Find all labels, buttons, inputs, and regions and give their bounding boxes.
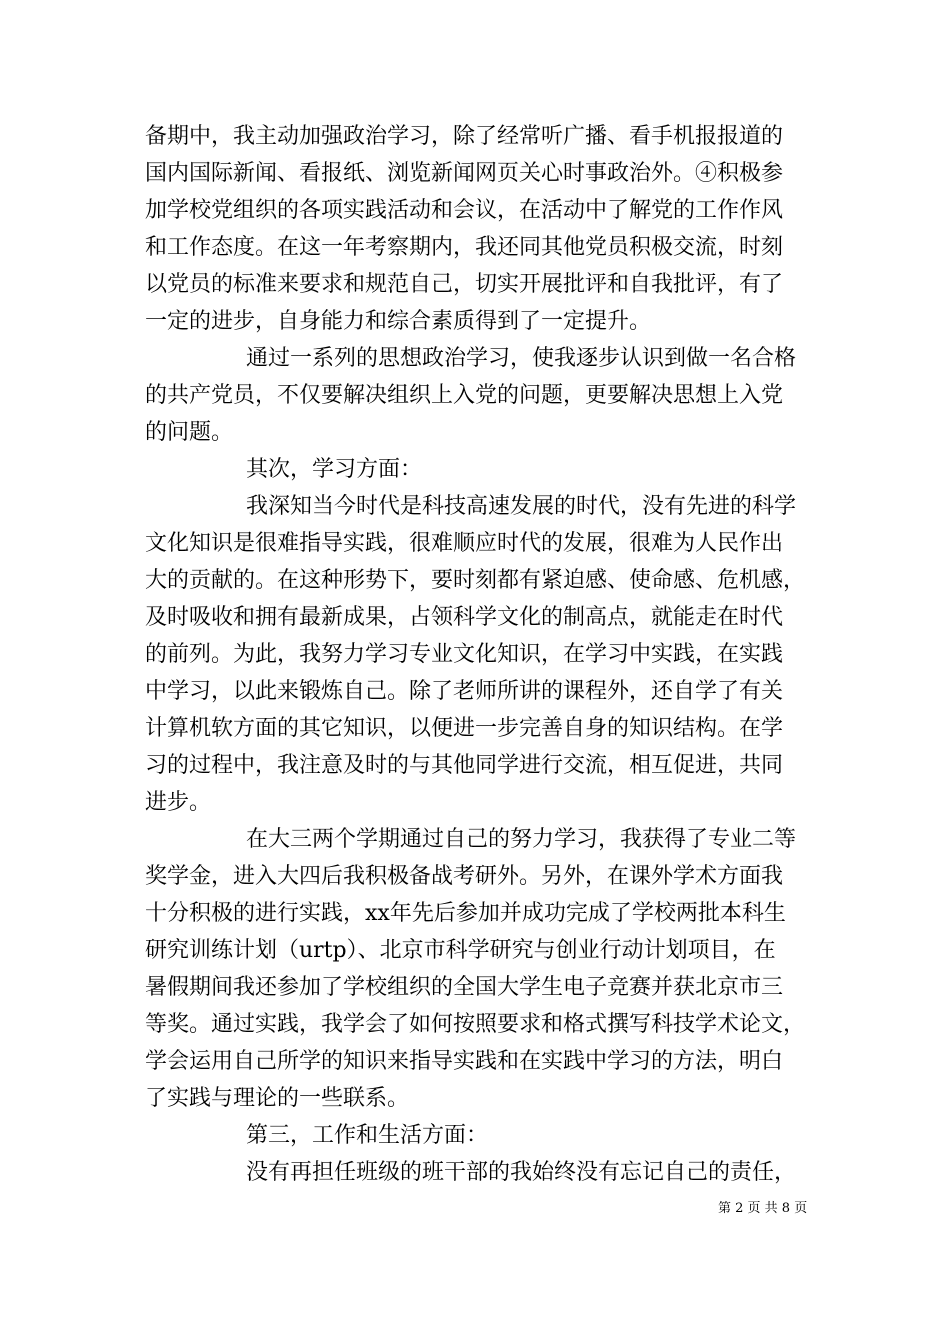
- text-line: 中学习，以此来锻炼自己。除了老师所讲的课程外，还自学了有关: [145, 679, 784, 704]
- text-line: 其次，学习方面：: [246, 457, 423, 482]
- text-line: 在大三两个学期通过自己的努力学习，我获得了专业二等: [246, 827, 797, 852]
- text-line: 第三，工作和生活方面：: [246, 1123, 489, 1148]
- text-line: 以党员的标准来要求和规范自己，切实开展批评和自我批评，有了: [145, 272, 784, 297]
- text-line: 计算机软方面的其它知识，以便进一步完善自身的知识结构。在学: [145, 716, 784, 741]
- text-line: 一定的进步，自身能力和综合素质得到了一定提升。: [145, 309, 652, 334]
- text-line: 等奖。通过实践，我学会了如何按照要求和格式撰写科技学术论文，: [145, 1012, 806, 1037]
- text-line: 研究训练计划（urtp）、北京市科学研究与创业行动计划项目，在: [145, 938, 776, 963]
- text-line: 进步。: [145, 790, 212, 815]
- page-number-footer: 第 2 页 共 8 页: [718, 1201, 808, 1216]
- text-line: 大的贡献的。在这种形势下，要时刻都有紧迫感、使命感、危机感，: [145, 568, 806, 593]
- text-line: 的共产党员，不仅要解决组织上入党的问题，更要解决思想上入党: [145, 383, 784, 408]
- text-line: 奖学金，进入大四后我积极备战考研外。另外，在课外学术方面我: [145, 864, 784, 889]
- text-line: 暑假期间我还参加了学校组织的全国大学生电子竞赛并获北京市三: [145, 975, 784, 1000]
- body-text: [145, 118, 825, 1191]
- text-line: 的问题。: [145, 420, 234, 445]
- text-line: 和工作态度。在这一年考察期内，我还同其他党员积极交流，时刻: [145, 235, 784, 260]
- text-line: 及时吸收和拥有最新成果，占领科学文化的制高点，就能走在时代: [145, 605, 784, 630]
- text-line: 加学校党组织的各项实践活动和会议，在活动中了解党的工作作风: [145, 198, 784, 223]
- text-line: 习的过程中，我注意及时的与其他同学进行交流，相互促进，共同: [145, 753, 784, 778]
- text-line: 的前列。为此，我努力学习专业文化知识，在学习中实践，在实践: [145, 642, 784, 667]
- text-line: 学会运用自己所学的知识来指导实践和在实践中学习的方法，明白: [145, 1049, 784, 1074]
- text-line: 国内国际新闻、看报纸、浏览新闻网页关心时事政治外。④积极参: [145, 161, 784, 186]
- text-line: 我深知当今时代是科技高速发展的时代，没有先进的科学: [246, 494, 797, 519]
- text-line: 文化知识是很难指导实践，很难顺应时代的发展，很难为人民作出: [145, 531, 784, 556]
- text-line: 了实践与理论的一些联系。: [145, 1086, 410, 1111]
- text-line: 十分积极的进行实践，xx年先后参加并成功完成了学校两批本科生: [145, 901, 786, 926]
- text-line: 通过一系列的思想政治学习，使我逐步认识到做一名合格: [246, 346, 797, 371]
- text-line: 备期中，我主动加强政治学习，除了经常听广播、看手机报报道的: [145, 124, 784, 149]
- text-line: 没有再担任班级的班干部的我始终没有忘记自己的责任，: [246, 1160, 797, 1185]
